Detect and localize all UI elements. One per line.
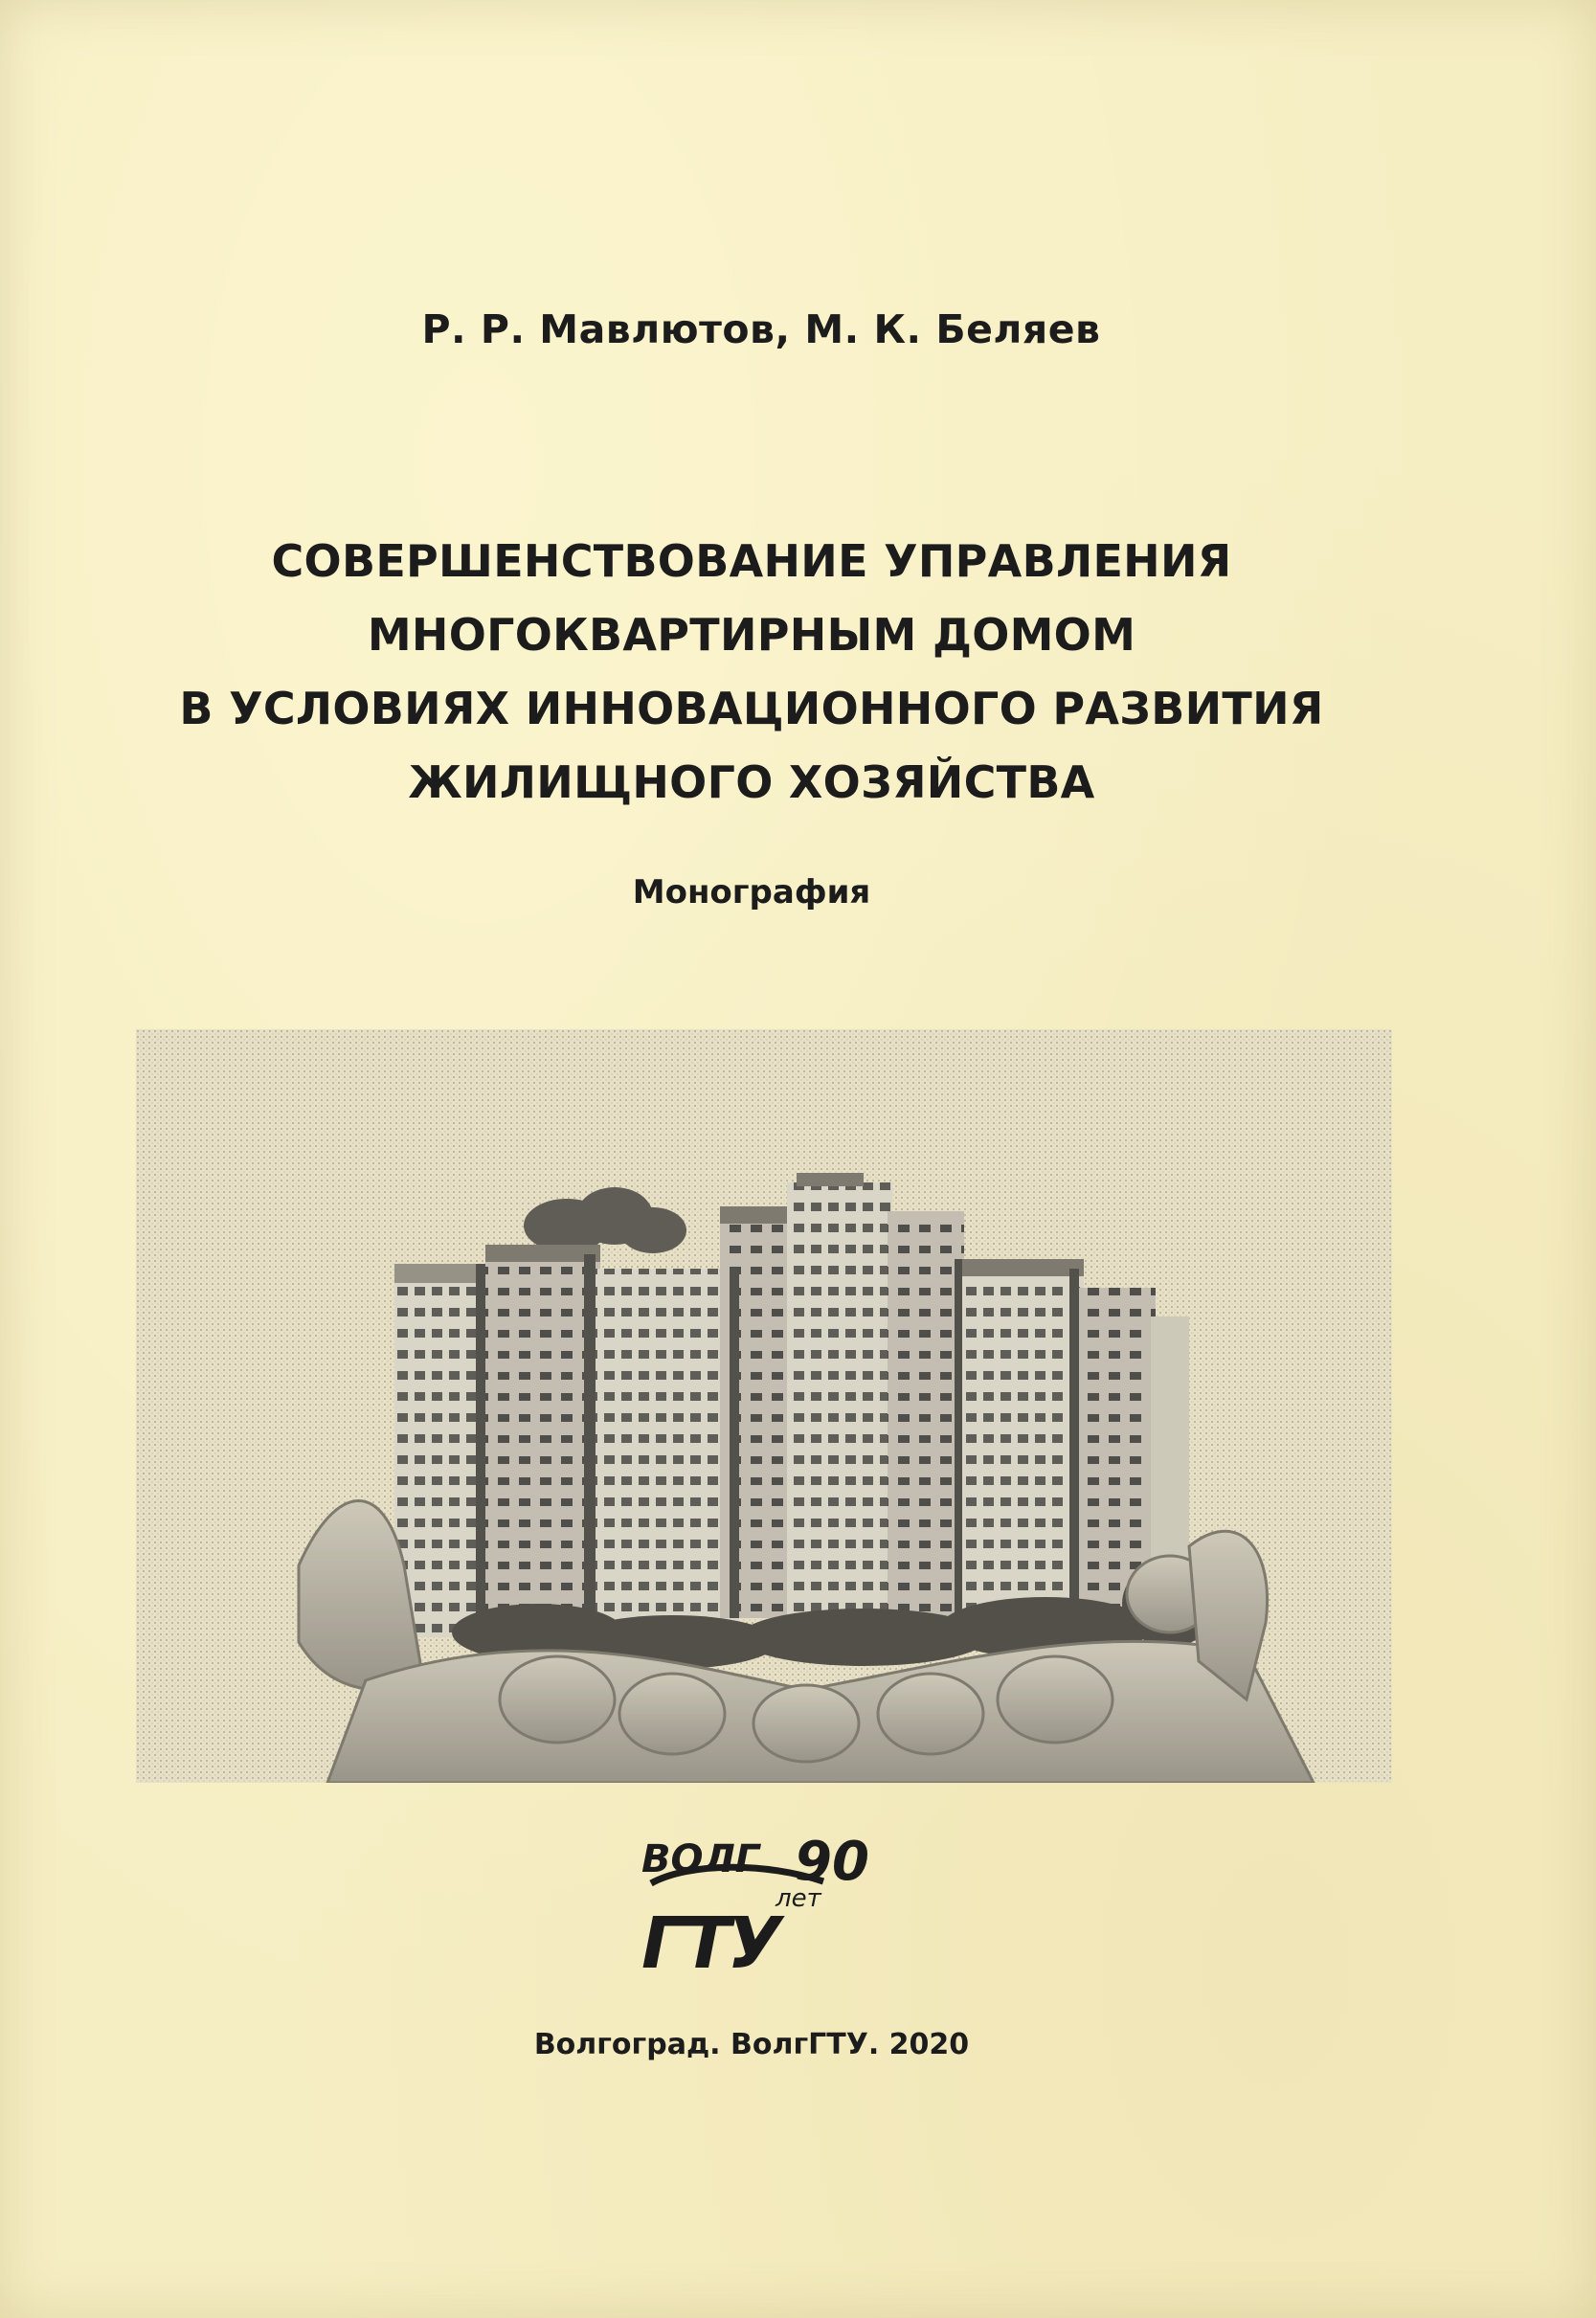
- logo-text-top: ВОЛГ: [641, 1837, 760, 1881]
- logo-years-word: лет: [776, 1884, 821, 1913]
- authors: Р. Р. Мавлютов, М. К. Беляев: [421, 306, 1101, 352]
- genre-label: Монография: [632, 873, 871, 911]
- book-title: [0, 525, 1503, 820]
- title-line: ЖИЛИЩНОГО ХОЗЯЙСТВА: [408, 756, 1095, 808]
- title-line: СОВЕРШЕНСТВОВАНИЕ УПРАВЛЕНИЯ: [271, 535, 1232, 587]
- logo-years-number: 90: [795, 1831, 869, 1893]
- imprint: Волгоград. ВолгГТУ. 2020: [533, 2028, 970, 2061]
- cover-illustration: [136, 1029, 1392, 1783]
- title-line: В УСЛОВИЯХ ИННОВАЦИОННОГО РАЗВИТИЯ: [179, 683, 1324, 734]
- university-logo: [632, 1824, 881, 1996]
- title-line: МНОГОКВАРТИРНЫМ ДОМОМ: [367, 609, 1136, 661]
- logo-text-bottom: ГТУ: [641, 1902, 778, 1985]
